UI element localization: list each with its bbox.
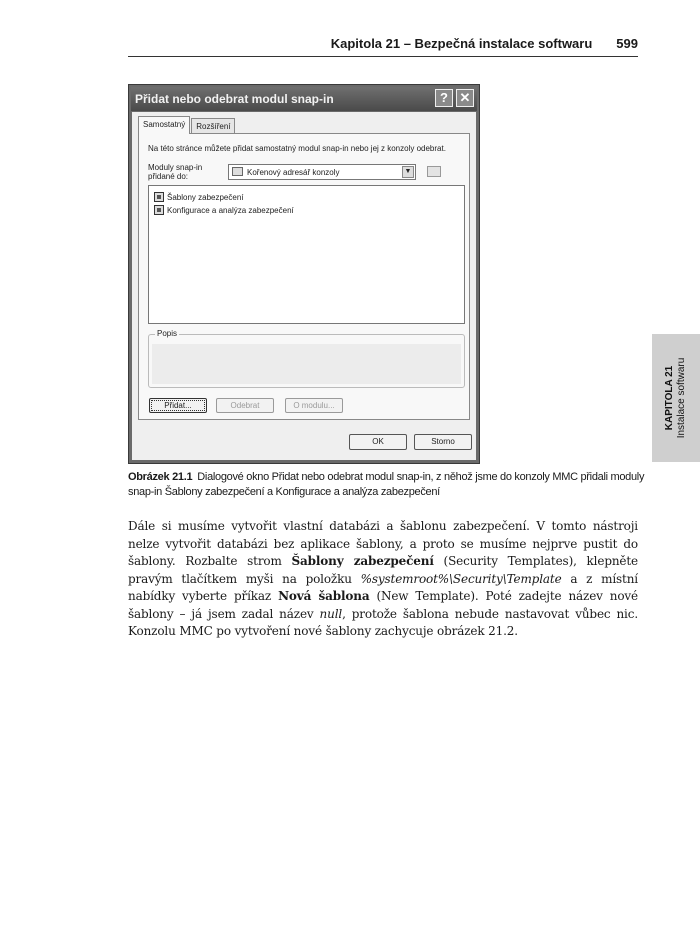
description-group [148, 329, 465, 388]
intro-text: Na této stránce můžete přidat samostatný modul snap-in nebo jej z konzoly odebrat. [148, 144, 446, 153]
help-icon: ? [440, 90, 448, 105]
chapter-side-tab [652, 334, 700, 462]
snapin-dialog [128, 84, 480, 464]
close-button[interactable] [456, 89, 474, 107]
dialog-title: Přidat nebo odebrat modul snap-in [135, 92, 334, 106]
snapin-icon [154, 205, 164, 215]
paragraph-text: , protože šablona nebude nastavovat vůbec nic. Konzolu MMC po vytvoření nové šablony zachycuje obrázek 21.2. [128, 606, 638, 638]
paragraph-text: (Security Templates), klepněte pravým tlačítkem myši na položku [128, 554, 638, 586]
chevron-down-icon[interactable]: ▼ [402, 166, 414, 178]
paragraph-italic: null [319, 606, 343, 621]
paragraph-text: Dále si musíme vytvořit vlastní databázi a šablonu zabezpečení. V tomto nástroji nelze vytvořit databázi bez aplikace šablony, a proto se musíme nejprve pustit do šablony. Rozbalte strom [128, 519, 638, 568]
folder-up-icon[interactable] [427, 166, 441, 177]
tab-standalone[interactable]: Samostatný [138, 116, 190, 134]
paragraph-text: (New Template). Poté zadejte název nové šablony – já jsem zadal název [128, 589, 638, 621]
running-header [128, 36, 638, 57]
folder-icon [232, 167, 243, 176]
dialog-body [132, 112, 476, 460]
modules-label [148, 163, 218, 181]
tab-strip [138, 118, 236, 134]
side-tab-subtitle: Instalace softwaru [676, 357, 687, 439]
list-item-label: Konfigurace a analýza zabezpečení [167, 205, 294, 215]
paragraph-bold: Nová šablona [278, 589, 370, 603]
paragraph-bold: Šablony zabezpečení [291, 554, 434, 568]
snapin-location-select[interactable] [228, 164, 416, 180]
figure-caption-text: Dialogové okno Přidat nebo odebrat modul snap-in, z něhož jsme do konzoly MMC přidali moduly snap-in Šablony zabezpečení a Konfigurace a analýza zabezpečení [128, 471, 645, 498]
body-paragraph [128, 518, 638, 641]
description-area [152, 344, 461, 384]
list-item-label: Šablony zabezpečení [167, 192, 244, 202]
paragraph-path: %systemroot%\Security\Template [360, 571, 562, 586]
cancel-button[interactable]: Storno [414, 434, 472, 450]
figure-label: Obrázek 21.1 [128, 471, 193, 483]
page-number: 599 [616, 36, 638, 51]
about-button[interactable]: O modulu... [285, 398, 343, 413]
help-button[interactable] [435, 89, 453, 107]
add-button[interactable]: Přidat... [149, 398, 207, 413]
remove-button[interactable]: Odebrat [216, 398, 274, 413]
dialog-titlebar [131, 87, 477, 111]
close-icon: ✕ [459, 90, 471, 105]
list-item[interactable] [154, 205, 294, 215]
snapin-icon [154, 192, 164, 202]
chapter-title: Kapitola 21 – Bezpečná instalace softwaru [330, 36, 593, 51]
list-item[interactable] [154, 192, 244, 202]
modules-label-line2: přidané do: [148, 172, 189, 181]
figure-caption [128, 470, 648, 500]
ok-button[interactable]: OK [349, 434, 407, 450]
tab-extensions[interactable]: Rozšíření [191, 118, 235, 134]
modules-label-line1: Moduly snap-in [148, 163, 203, 172]
side-tab-chapter: KAPITOLA 21 [664, 365, 675, 431]
paragraph-text: a z místní nabídky vyberte příkaz [128, 571, 638, 603]
snapin-list[interactable] [148, 185, 465, 324]
tab-panel [138, 133, 470, 420]
description-label: Popis [157, 329, 178, 338]
snapin-location-value: Kořenový adresář konzoly [247, 168, 340, 177]
